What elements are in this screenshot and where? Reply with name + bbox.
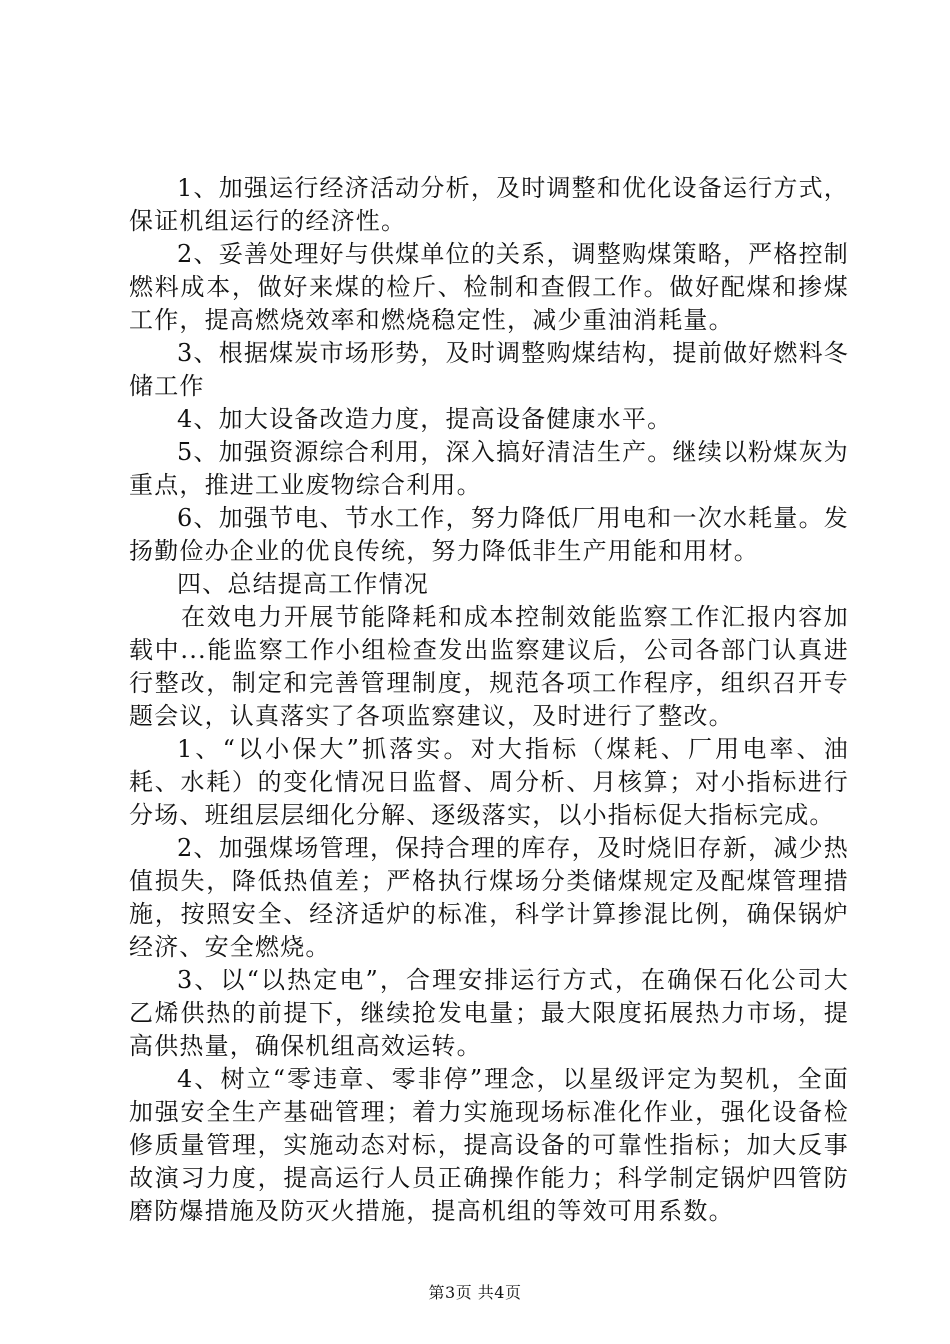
paragraph-item-2: 2、妥善处理好与供煤单位的关系，调整购煤策略，严格控制燃料成本，做好来煤的检斤、检制和查假工作。做好配煤和掺煤工作，提高燃烧效率和燃烧稳定性，减少重油消耗量。 xyxy=(129,240,849,334)
page-footer: 第3页 共4页 xyxy=(428,1283,522,1302)
paragraph-item-6: 6、加强节电、节水工作，努力降低厂用电和一次水耗量。发扬勤俭办企业的优良传统，努力降低非生产用能和用材。 xyxy=(129,504,849,565)
summary-item-1: 1、“以小保大”抓落实。对大指标（煤耗、厂用电率、油耗、水耗）的变化情况日监督、周分析、月核算；对小指标进行分场、班组层层细化分解、逐级落实，以小指标促大指标完成。 xyxy=(129,735,849,829)
summary-item-4: 4、树立“零违章、零非停”理念，以星级评定为契机，全面加强安全生产基础管理；着力实施现场标准化作业，强化设备检修质量管理，实施动态对标，提高设备的可靠性指标；加大反事故演习力度，提高运行人员正确操作能力；科学制定锅炉四管防磨防爆措施及防灭火措施，提高机组的等效可用系数。 xyxy=(129,1065,849,1225)
summary-item-3: 3、以“以热定电”，合理安排运行方式，在确保石化公司大乙烯供热的前提下，继续抢发电量；最大限度拓展热力市场，提高供热量，确保机组高效运转。 xyxy=(129,966,849,1060)
section-intro-paragraph: 在效电力开展节能降耗和成本控制效能监察工作汇报内容加载中...能监察工作小组检查发出监察建议后，公司各部门认真进行整改，制定和完善管理制度，规范各项工作程序，组织召开专题会议，认真落实了各项监察建议，及时进行了整改。 xyxy=(129,603,849,730)
section-heading: 四、总结提高工作情况 xyxy=(177,570,429,598)
paragraph-item-1: 1、加强运行经济活动分析，及时调整和优化设备运行方式，保证机组运行的经济性。 xyxy=(129,174,849,235)
paragraph-item-5: 5、加强资源综合利用，深入搞好清洁生产。继续以粉煤灰为重点，推进工业废物综合利用。 xyxy=(129,438,849,499)
document-body xyxy=(129,172,849,1228)
paragraph-item-3: 3、根据煤炭市场形势，及时调整购煤结构，提前做好燃料冬储工作 xyxy=(129,339,849,400)
summary-item-2: 2、加强煤场管理，保持合理的库存，及时烧旧存新，减少热值损失，降低热值差；严格执行煤场分类储煤规定及配煤管理措施，按照安全、经济适炉的标准，科学计算掺混比例，确保锅炉经济、安全燃烧。 xyxy=(129,834,849,961)
paragraph-item-4: 4、加大设备改造力度，提高设备健康水平。 xyxy=(177,405,673,433)
